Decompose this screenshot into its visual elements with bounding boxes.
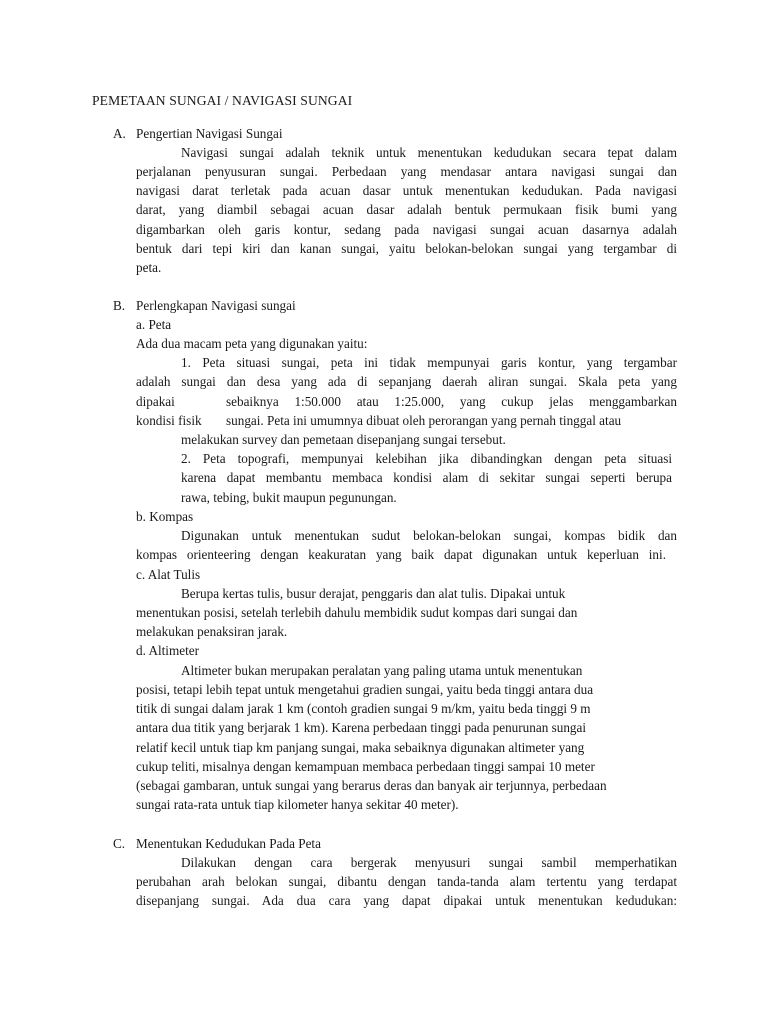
altimeter-line: Altimeter bukan merupakan peralatan yang paling utama untuk menentukan — [181, 663, 583, 678]
alat-tulis-heading: c. Alat Tulis — [136, 567, 201, 582]
peta-item1-line: melakukan survey dan pemetaan disepanjang sungai tersebut. — [181, 432, 506, 447]
altimeter-line: titik di sungai dalam jarak 1 km (contoh gradien sungai 9 m/km, yaitu beda tinggi 9 m — [136, 701, 591, 716]
kompas-line: kompas orienteering dengan keakuratan yang baik dapat digunakan untuk keperluan ini. — [136, 547, 666, 562]
kompas-line: Digunakan untuk menentukan sudut belokan-belokan sungai, kompas bidik dan — [181, 528, 677, 543]
peta-item2-line: 2. Peta topografi, mempunyai kelebihan jika dibandingkan dengan peta situasi — [181, 451, 672, 466]
section-b-heading: Perlengkapan Navigasi sungai — [136, 298, 296, 313]
altimeter-line: posisi, tetapi lebih tepat untuk mengetahui gradien sungai, yaitu beda tinggi antara dua — [136, 682, 594, 697]
document-title: PEMETAAN SUNGAI / NAVIGASI SUNGAI — [92, 93, 353, 108]
altimeter-line: antara dua titik yang berjarak 1 km). Karena perbedaan tinggi pada penurunan sungai — [136, 720, 587, 735]
peta-item1-line: kondisi fisik — [136, 413, 202, 428]
peta-item1-line: sungai. Peta ini umumnya dibuat oleh perorangan yang pernah tinggal atau — [226, 413, 622, 428]
altimeter-line: (sebagai gambaran, untuk sungai yang berarus deras dan banyak air terjunnya, perbedaan — [136, 778, 607, 793]
section-a-heading: Pengertian Navigasi Sungai — [136, 126, 283, 141]
section-c-line: disepanjang sungai. Ada dua cara yang dapat dipakai untuk menentukan kedudukan: — [136, 893, 677, 908]
peta-item1-line: 1. Peta situasi sungai, peta ini tidak mempunyai garis kontur, yang tergambar — [181, 355, 677, 370]
section-c-marker: C. — [113, 836, 126, 851]
alat-tulis-line: melakukan penaksiran jarak. — [136, 624, 288, 639]
peta-heading: a. Peta — [136, 317, 172, 332]
alat-tulis-line: menentukan posisi, setelah terlebih dahulu membidik sudut kompas dari sungai dan — [136, 605, 578, 620]
peta-item1-line: adalah sungai dan desa yang ada di sepanjang daerah aliran sungai. Skala peta yang — [136, 374, 677, 389]
altimeter-line: relatif kecil untuk tiap km panjang sungai, maka sebaiknya digunakan altimeter yang — [136, 740, 585, 755]
section-a-line: peta. — [136, 260, 162, 275]
section-a-line: bentuk dari tepi kiri dan kanan sungai, yaitu belokan-belokan sungai yang tergambar di — [136, 241, 677, 256]
peta-item1-line: sebaiknya 1:50.000 atau 1:25.000, yang cukup jelas menggambarkan — [226, 394, 677, 409]
altimeter-line: sungai rata-rata untuk tiap kilometer hanya sekitar 40 meter). — [136, 797, 459, 812]
section-a-line: perjalanan penyusuran sungai. Perbedaan yang mendasar antara navigasi sungai dan — [136, 164, 677, 179]
section-a-marker: A. — [113, 126, 126, 141]
altimeter-line: cukup teliti, misalnya dengan kemampuan membaca perbedaan tinggi sampai 10 meter — [136, 759, 595, 774]
alat-tulis-line: Berupa kertas tulis, busur derajat, penggaris dan alat tulis. Dipakai untuk — [181, 586, 566, 601]
section-a-line: digambarkan oleh garis kontur, sedang pada navigasi sungai acuan dasarnya adalah — [136, 222, 677, 237]
section-c-heading: Menentukan Kedudukan Pada Peta — [136, 836, 321, 851]
section-c-line: Dilakukan dengan cara bergerak menyusuri sungai sambil memperhatikan — [181, 855, 677, 870]
kompas-heading: b. Kompas — [136, 509, 194, 524]
section-b-marker: B. — [113, 298, 126, 313]
peta-item1-line: dipakai — [136, 394, 175, 409]
peta-item2-line: rawa, tebing, bukit maupun pegunungan. — [181, 490, 397, 505]
peta-intro: Ada dua macam peta yang digunakan yaitu: — [136, 336, 368, 351]
section-a-line: Navigasi sungai adalah teknik untuk menentukan kedudukan secara tepat dalam — [181, 145, 677, 160]
section-c-line: perubahan arah belokan sungai, dibantu dengan tanda-tanda alam tertentu yang terdapat — [136, 874, 677, 889]
peta-item2-line: karena dapat membantu membaca kondisi alam di sekitar sungai seperti berupa — [181, 470, 672, 485]
altimeter-heading: d. Altimeter — [136, 643, 199, 658]
section-a-line: darat, yang diambil sebagai acuan dasar adalah bentuk permukaan fisik bumi yang — [136, 202, 677, 217]
section-a-line: navigasi darat terletak pada acuan dasar untuk menentukan kedudukan. Pada navigasi — [136, 183, 677, 198]
